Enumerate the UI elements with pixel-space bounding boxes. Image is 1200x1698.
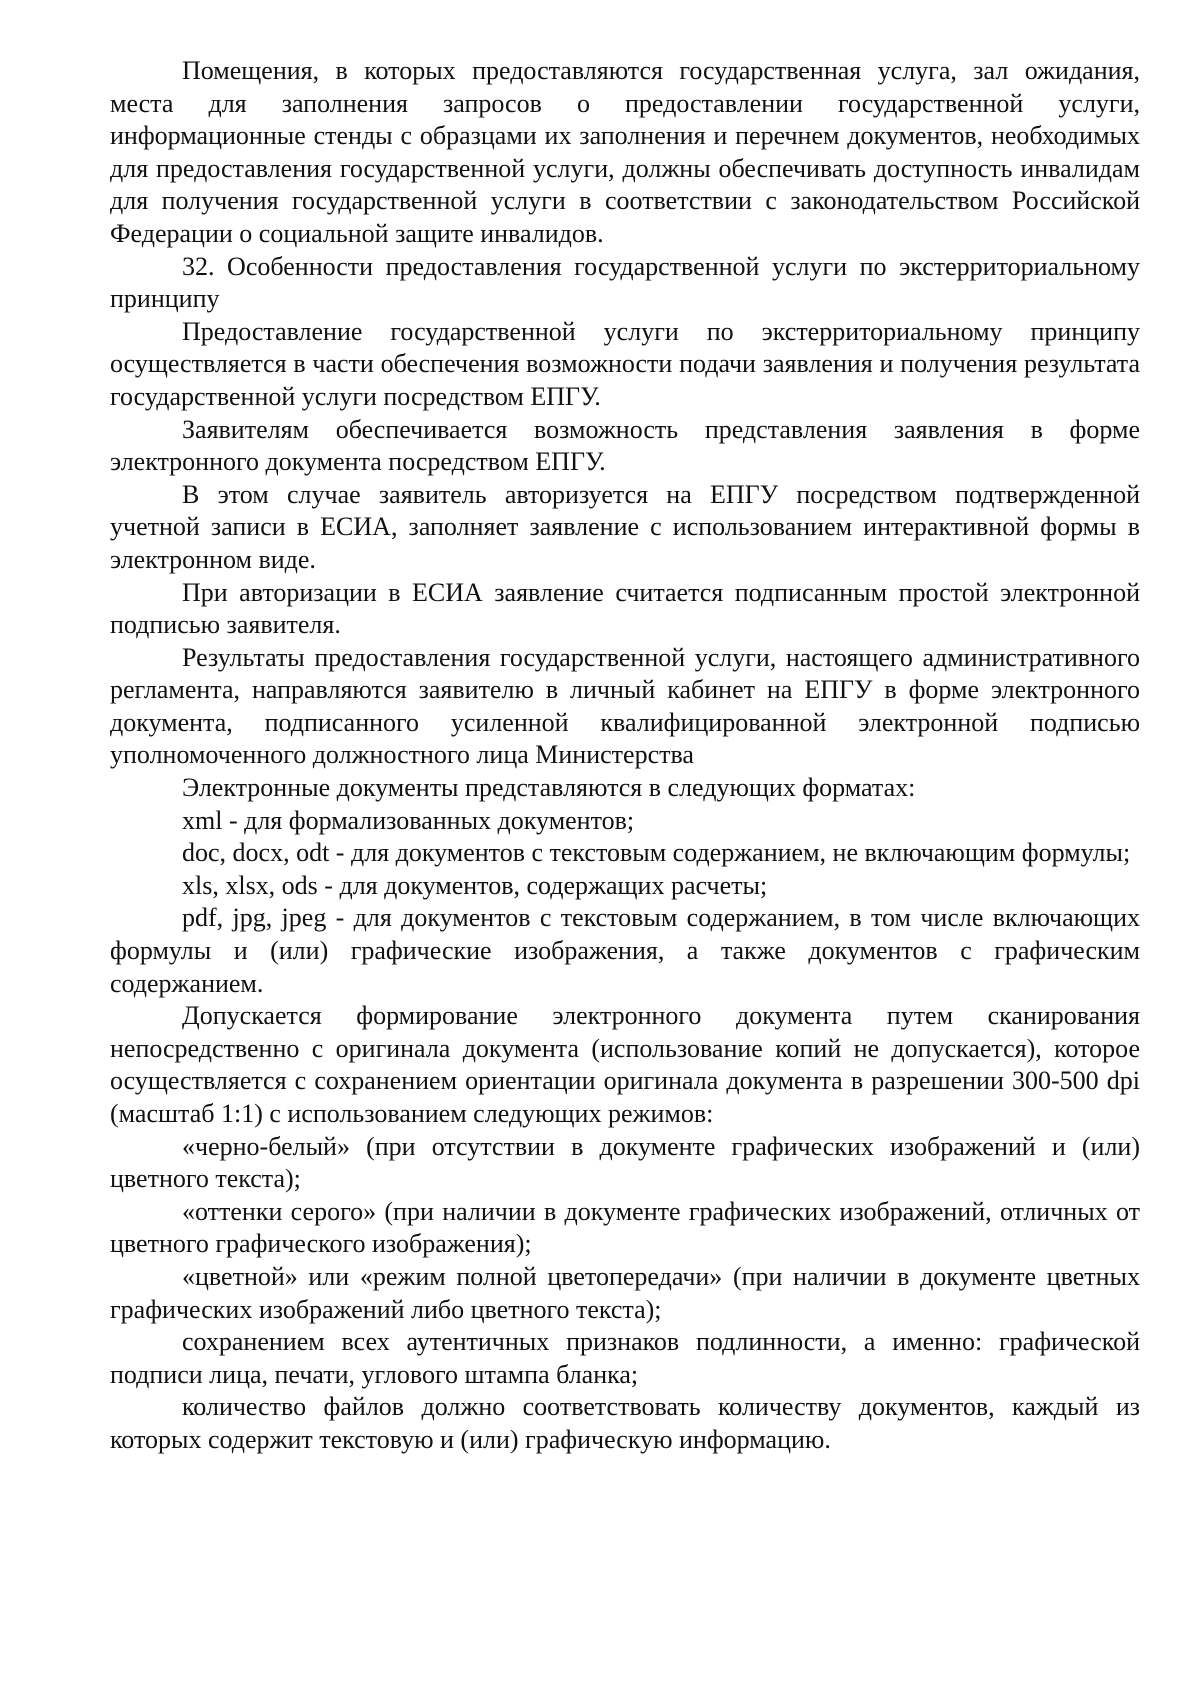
paragraph-authenticity: сохранением всех аутентичных признаков подлинности, а именно: графической подписи лица, печати, углового штампа бланка; [110, 1327, 1140, 1389]
paragraph-results: Результаты предоставления государственной услуги, настоящего административного регламента, направляются заявителю в личный кабинет на ЕПГУ в форме электронного документа, подписанного усиленной квалифицированной электронной подписью уполномоченного должностного лица Министерства [110, 642, 1140, 770]
document-page [110, 55, 1140, 1457]
format-item-xml: xml - для формализованных документов; [182, 805, 635, 835]
format-item-xls: xls, xlsx, ods - для документов, содержащих расчеты; [182, 870, 768, 900]
paragraph-simple-signature: При авторизации в ЕСИА заявление считается подписанным простой электронной подписью заявителя. [110, 577, 1140, 640]
mode-item-black-white: «черно-белый» (при отсутствии в документе графических изображений и (или) цветного текста); [110, 1131, 1140, 1194]
paragraph-extraterritorial: Предоставление государственной услуги по экстерриториальному принципу осуществляется в части обеспечения возможности подачи заявления и получения результата государственной услуги посредством ЕПГУ. [110, 316, 1140, 411]
paragraph-file-count: количество файлов должно соответствовать количеству документов, каждый из которых содержит текстовую и (или) графическую информацию. [110, 1392, 1140, 1454]
format-item-pdf: pdf, jpg, jpeg - для документов с текстовым содержанием, в том числе включающих формулы и (или) графические изображения, а также документов с графическим содержанием. [110, 903, 1140, 998]
paragraph-scanning: Допускается формирование электронного документа путем сканирования непосредственно с оригинала документа (использование копий не допускается), которое осуществляется с сохранением ориентации оригинала документа в разрешении 300-500 dpi (масштаб 1:1) с использованием следующих режимов: [110, 1001, 1140, 1128]
format-item-doc: doc, docx, odt - для документов с текстовым содержанием, не включающим формулы; [182, 838, 1131, 868]
paragraph-accessibility: Помещения, в которых предоставляются государственная услуга, зал ожидания, места для заполнения запросов о предоставлении государственной услуги, информационные стенды с образцами их заполнения и перечнем документов, необходимых для предоставления государственной услуги, должны обеспечивать доступность инвалидам для получения государственной услуги в соответствии с законодательством Российской Федерации о социальной защите инвалидов. [110, 56, 1140, 248]
section-heading-32: 32. Особенности предоставления государственной услуги по экстерриториальному принципу [110, 251, 1140, 314]
paragraph-authorization: В этом случае заявитель авторизуется на ЕПГУ посредством подтвержденной учетной записи в ЕСИА, заполняет заявление с использованием интерактивной формы в электронном виде. [110, 479, 1140, 574]
mode-item-grayscale: «оттенки серого» (при наличии в документе графических изображений, отличных от цветного графического изображения); [110, 1196, 1140, 1259]
paragraph-formats-intro: Электронные документы представляются в следующих форматах: [182, 773, 916, 803]
mode-item-color: «цветной» или «режим полной цветопередачи» (при наличии в документе цветных графических изображений либо цветного текста); [110, 1261, 1140, 1324]
paragraph-electronic-application: Заявителям обеспечивается возможность представления заявления в форме электронного документа посредством ЕПГУ. [110, 414, 1140, 477]
